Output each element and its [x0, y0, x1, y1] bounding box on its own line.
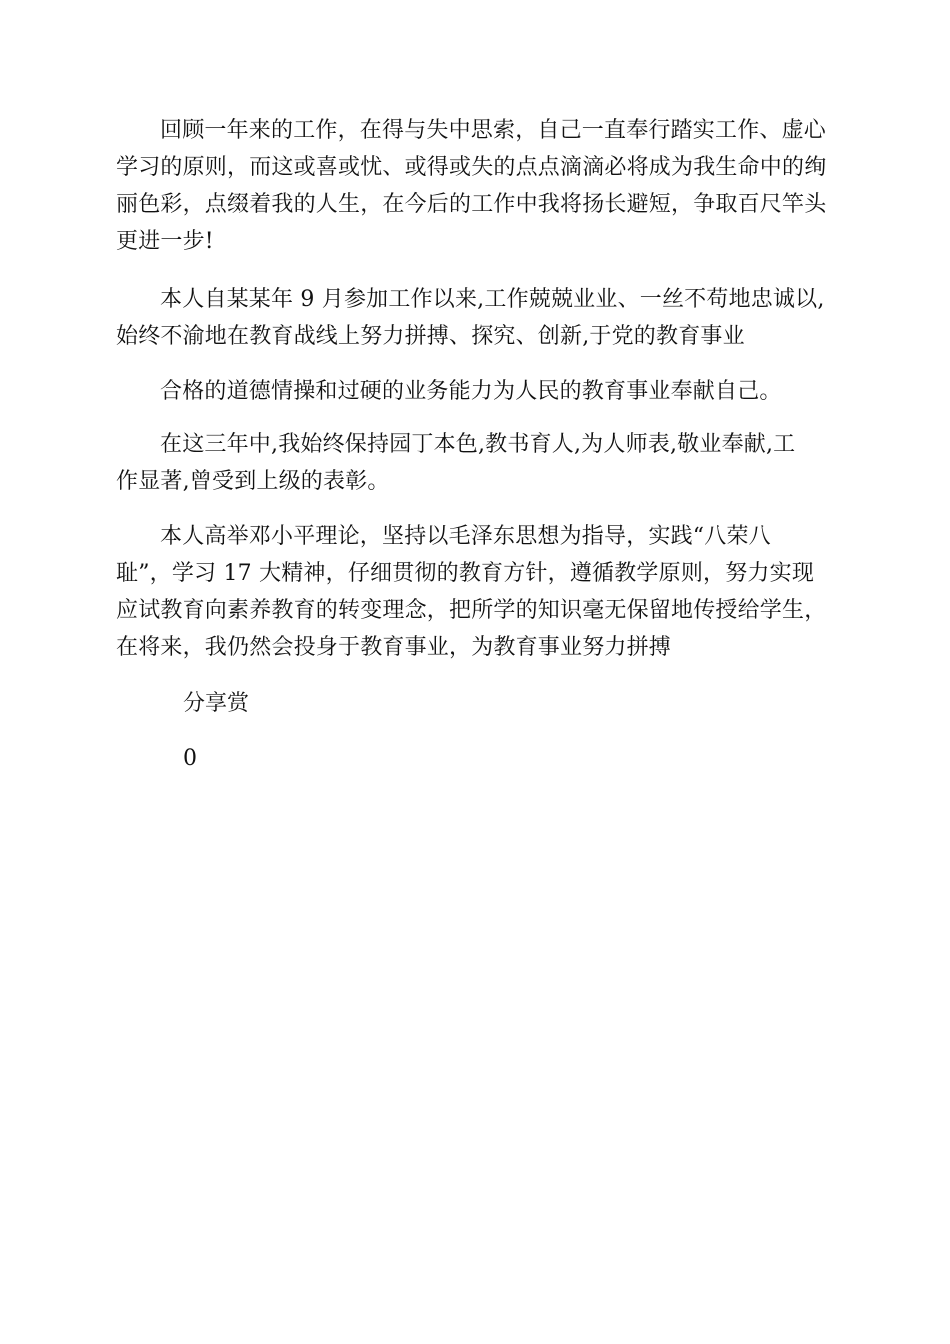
reward-count: 0: [183, 746, 197, 771]
text-line: 本人自某某年 9 月参加工作以来,工作兢兢业业、一丝不苟地忠诚以,: [160, 287, 825, 312]
text-line: 本人高举邓小平理论，坚持以毛泽东思想为指导，实践“八荣八: [160, 524, 771, 549]
text-line: 学习的原则，而这或喜或忧、或得或失的点点滴滴必将成为我生命中的绚: [116, 155, 827, 180]
paragraph-career: [116, 281, 832, 355]
paragraph-review: [116, 112, 832, 260]
text-line: 在将来，我仍然会投身于教育事业，为教育事业努力拼搏: [116, 635, 672, 660]
text-line: 作显著,曾受到上级的表彰。: [116, 469, 390, 494]
share-reward-label[interactable]: 分享赏: [183, 691, 250, 716]
text-line: 在这三年中,我始终保持园丁本色,教书育人,为人师表,敬业奉献,工: [160, 432, 796, 457]
text-line: 丽色彩，点缀着我的人生，在今后的工作中我将扬长避短，争取百尺竿头: [116, 192, 827, 217]
text-line: 合格的道德情操和过硬的业务能力为人民的教育事业奉献自己。: [160, 379, 782, 404]
text-line: 更进一步!: [116, 229, 214, 254]
paragraph-three-years: [116, 426, 832, 500]
text-line: 应试教育向素养教育的转变理念，把所学的知识毫无保留地传授给学生，: [116, 598, 827, 623]
text-line: 始终不渝地在教育战线上努力拼搏、探究、创新,于党的教育事业: [116, 324, 745, 349]
text-line: 耻”，学习 17 大精神，仔细贯彻的教育方针，遵循教学原则，努力实现: [116, 561, 815, 586]
paragraph-theory: [116, 518, 832, 666]
paragraph-ethics: [116, 373, 832, 410]
text-line: 回顾一年来的工作，在得与失中思索，自己一直奉行踏实工作、虚心: [160, 118, 827, 143]
